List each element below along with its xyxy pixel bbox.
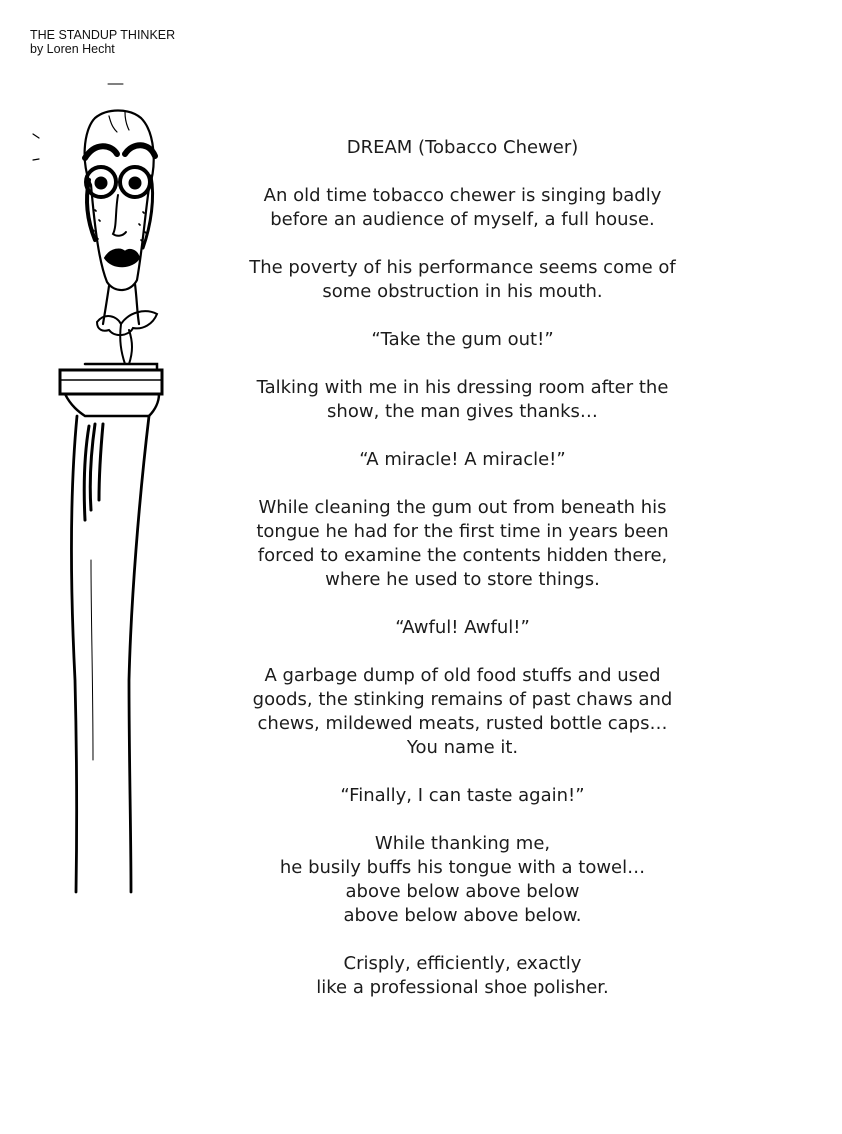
poem-stanza	[225, 616, 700, 640]
poem-line: You name it.	[406, 737, 519, 758]
poem-body	[225, 136, 700, 1024]
poem-stanza	[225, 448, 700, 472]
poem-line: like a professional shoe polisher.	[316, 977, 609, 998]
standup-thinker-illustration	[25, 80, 175, 900]
poem-line: While cleaning the gum out from beneath his	[258, 497, 667, 518]
poem-line: before an audience of myself, a full house.	[270, 209, 655, 230]
poem-line: Talking with me in his dressing room after the	[256, 377, 669, 398]
poem-line: “Take the gum out!”	[371, 329, 554, 350]
poem-stanza	[225, 328, 700, 352]
poem-line: While thanking me,	[374, 833, 551, 854]
poem-line: where he used to store things.	[325, 569, 600, 590]
page-header	[30, 28, 175, 56]
poem-stanza	[225, 784, 700, 808]
poem-line: A garbage dump of old food stuffs and used	[264, 665, 661, 686]
poem-title: DREAM (Tobacco Chewer)	[346, 137, 579, 158]
poem-stanza	[225, 184, 700, 232]
poem-line: goods, the stinking remains of past chaws and	[252, 689, 673, 710]
poem-stanza	[225, 952, 700, 1000]
poem-line: An old time tobacco chewer is singing badly	[263, 185, 662, 206]
poem-line: “Finally, I can taste again!”	[340, 785, 585, 806]
poem-stanza	[225, 832, 700, 928]
poem-line: “A miracle! A miracle!”	[359, 449, 566, 470]
poem-line: show, the man gives thanks…	[327, 401, 598, 422]
series-title: THE STANDUP THINKER	[30, 28, 176, 42]
poem-stanza	[225, 376, 700, 424]
poem-line: forced to examine the contents hidden there,	[257, 545, 668, 566]
poem-stanza	[225, 496, 700, 592]
poem-line: some obstruction in his mouth.	[322, 281, 603, 302]
poem-title-stanza	[225, 136, 700, 160]
poem-line: “Awful! Awful!”	[395, 617, 530, 638]
poem-line: above below above below.	[343, 905, 582, 926]
poem-line: Crisply, efficiently, exactly	[343, 953, 582, 974]
poem-line: above below above below	[345, 881, 580, 902]
poem-line: The poverty of his performance seems come of	[249, 257, 676, 278]
poem-stanza	[225, 256, 700, 304]
poem-line: chews, mildewed meats, rusted bottle caps…	[257, 713, 668, 734]
byline: by Loren Hecht	[30, 42, 115, 56]
poem-stanza	[225, 664, 700, 760]
poem-line: he busily buffs his tongue with a towel…	[279, 857, 646, 878]
poem-line: tongue he had for the first time in years been	[256, 521, 669, 542]
